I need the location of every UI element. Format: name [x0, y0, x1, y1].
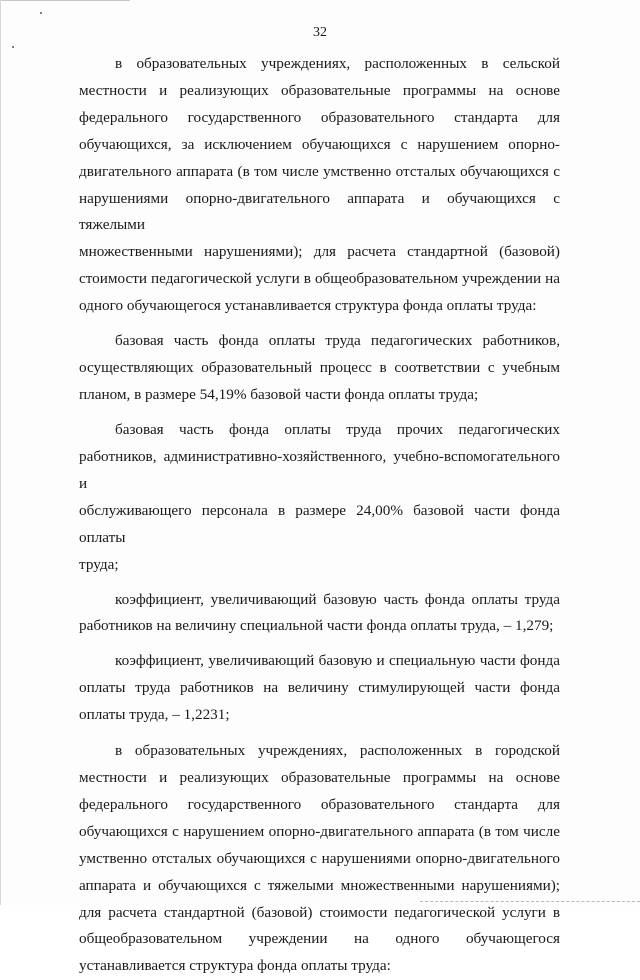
text-line: работников на величину специальной части фонда оплаты труда, – 1,279;	[79, 617, 554, 635]
text-line: оплаты труда, – 1,2231;	[79, 706, 230, 724]
text-line: коэффициент, увеличивающий базовую часть фонда оплаты труда	[115, 590, 560, 608]
text-line: коэффициент, увеличивающий базовую и специальную части фонда	[115, 652, 560, 670]
text-line: местности и реализующих образовательные программы на основе	[79, 81, 560, 99]
text-line: труда;	[79, 555, 119, 573]
text-line: для расчета стандартной (базовой) стоимости педагогической услуги в	[79, 903, 560, 921]
text-line: аппарата и обучающихся с тяжелыми множественными нарушениями);	[79, 876, 560, 894]
text-line: федерального государственного образовательного стандарта для	[79, 795, 560, 813]
text-line: двигательного аппарата (в том числе умственно отсталых обучающихся с	[79, 162, 560, 180]
text-line: в образовательных учреждениях, расположенных в сельской	[115, 55, 560, 72]
text-line: базовая часть фонда оплаты труда педагогических работников,	[115, 332, 560, 350]
text-line: одного обучающегося устанавливается структура фонда оплаты труда:	[79, 297, 537, 315]
text-line: обучающихся с нарушением опорно-двигательного аппарата (в том числе	[79, 822, 560, 840]
text-line: федерального государственного образовательного стандарта для	[79, 108, 560, 126]
scan-speck	[12, 46, 14, 48]
page-number: 32	[313, 25, 327, 40]
text-line: обучающихся, за исключением обучающихся с нарушением опорно-	[79, 135, 560, 153]
scan-edge-left	[0, 0, 1, 905]
text-line: нарушениями опорно-двигательного аппарата и обучающихся с тяжелыми	[79, 189, 560, 234]
text-line: устанавливается структура фонда оплаты труда:	[79, 957, 391, 975]
text-line: осуществляющих образовательный процесс в соответствии с учебным	[79, 359, 560, 377]
scan-speck	[40, 12, 42, 14]
text-line: работников, административно-хозяйственного, учебно-вспомогательного и	[79, 447, 560, 492]
text-line: стоимости педагогической услуги в общеобразовательном учреждении на	[79, 270, 560, 288]
scan-edge-top	[0, 0, 130, 1]
text-line: множественными нарушениями); для расчета стандартной (базовой)	[79, 243, 560, 261]
text-line: местности и реализующих образовательные программы на основе	[79, 769, 560, 787]
text-line: обслуживающего персонала в размере 24,00% базовой части фонда оплаты	[79, 501, 560, 546]
text-line: в образовательных учреждениях, расположенных в городской	[115, 742, 560, 760]
text-line: умственно отсталых обучающихся с нарушениями опорно-двигательного	[79, 849, 560, 867]
text-line: оплаты труда работников на величину стимулирующей части фонда	[79, 679, 560, 697]
text-line: базовая часть фонда оплаты труда прочих педагогических	[115, 420, 560, 438]
body-text	[79, 51, 560, 980]
text-line: планом, в размере 54,19% базовой части фонда оплаты труда;	[79, 385, 479, 403]
text-line: общеобразовательном учреждении на одного обучающегося	[79, 930, 560, 948]
